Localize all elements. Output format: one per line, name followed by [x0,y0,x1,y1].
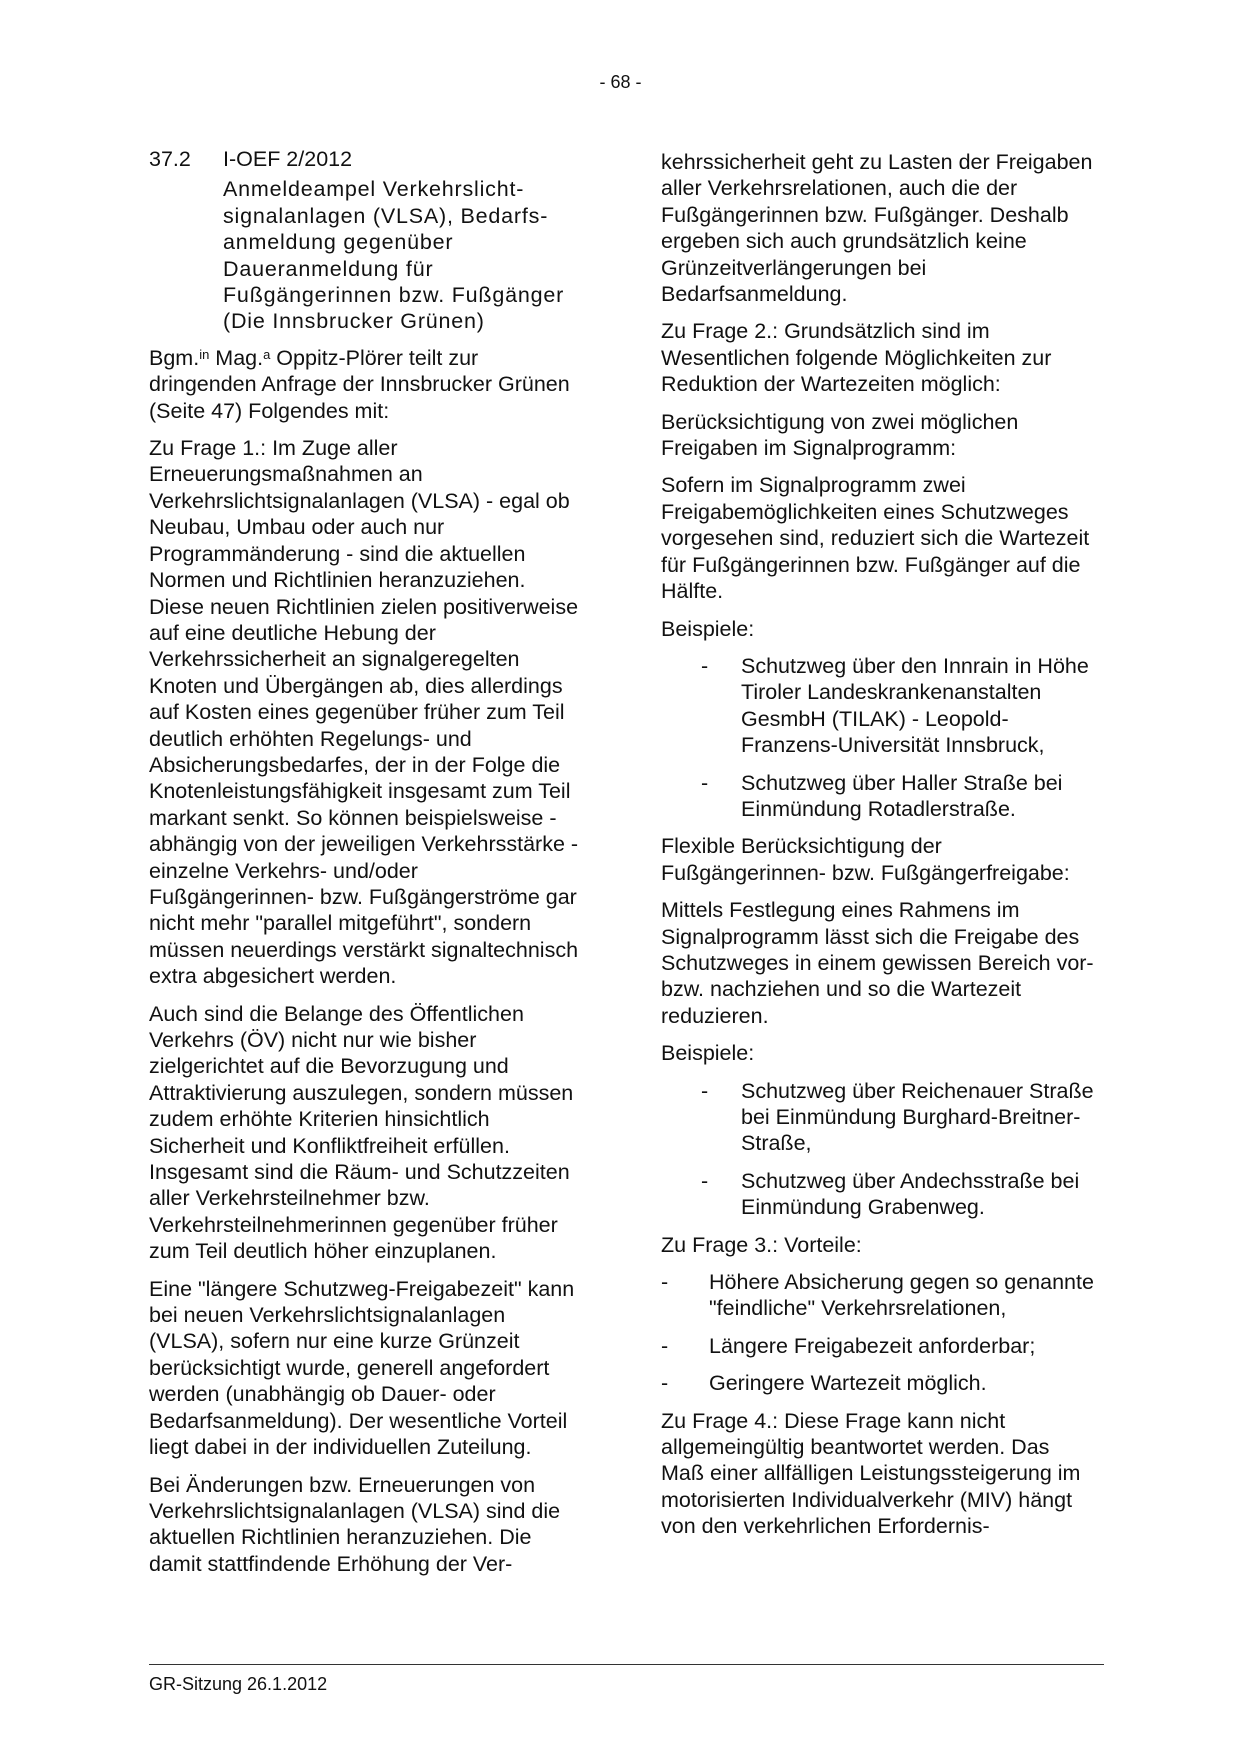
right-column [661,149,1095,1551]
list-item: - Höhere Absicherung gegen so genannte "feindliche" Verkehrsrelationen, [661,1270,1094,1321]
item-code: I-OEF 2/2012 [223,147,353,171]
examples-label: Beispiele: [661,616,755,641]
answer-1-paragraph: Zu Frage 1.: Im Zuge aller Erneuerungsmaßnahmen an Verkehrslichtsignalanlagen (VLSA) - egal ob Neubau, Umbau oder auch nur Programmänderung - sind die aktuellen Normen und Richtlinien heranzuziehen. Diese neuen Richtlinien zielen positiverweise auf eine deutliche Hebung der Verkehrssicherheit an signalgeregelten Knoten und Übergängen ab, dies allerdings auf Kosten eines gegenüber früher zum Teil deutlich erhöhten Regelungs- und Absicherungsbedarfes, der in der Folge die Knotenleistungsfähigkeit insgesamt zum Teil markant senkt. So können beispielsweise - abhängig von der jeweiligen Verkehrsstärke - einzelne Verkehrs- und/oder Fußgängerinnen- bzw. Fußgängerströme gar nicht mehr "parallel mitgeführt", sondern müssen neuerdings verstärkt signaltechnisch extra abgesichert werden. [149,436,579,989]
item-number: 37.2 [149,147,191,171]
schutzweg-paragraph: Eine "längere Schutzweg-Freigabezeit" kann bei neuen Verkehrslichtsignalanlagen (VLSA), sofern nur eine kurze Grünzeit berücksichtigt wurde, generell angefordert werden (unabhängig ob Dauer- oder Bedarfsanmeldung). Der wesentliche Vorteil liegt dabei in der individuellen Zuteilung. [149,1276,575,1460]
list-item: - Schutzweg über Andechsstraße bei Einmündung Grabenweg. [701,1168,1080,1220]
option-1-heading: Berücksichtigung von zwei möglichen Freigaben im Signalprogramm: [661,409,1019,461]
answer-3-paragraph: Zu Frage 3.: Vorteile: [661,1232,862,1257]
list-item: - Längere Freigabezeit anforderbar; [661,1333,1036,1358]
left-column [149,146,583,1588]
footer-session: GR-Sitzung 26.1.2012 [149,1674,328,1694]
answer-2-paragraph: Zu Frage 2.: Grundsätzlich sind im Wesentlichen folgende Möglichkeiten zur Reduktion der Wartezeiten möglich: [661,319,1052,397]
item-heading [149,146,583,172]
list-item: - Schutzweg über Haller Straße bei Einmündung Rotadlerstraße. [701,770,1063,821]
option-2-paragraph: Mittels Festlegung eines Rahmens im Signalprogramm lässt sich die Freigabe des Schutzweges in einem gewissen Bereich vor- bzw. nachziehen und so die Wartezeit reduzieren. [661,898,1094,1028]
page-number: - 68 - [599,72,642,92]
option-2-heading: Flexible Berücksichtigung der Fußgängerinnen- bzw. Fußgängerfreigabe: [661,834,1070,885]
list-item: - Geringere Wartezeit möglich. [661,1371,987,1396]
aenderungen-paragraph: Bei Änderungen bzw. Erneuerungen von Verkehrslichtsignalanlagen (VLSA) sind die aktuellen Richtlinien heranzuziehen. Die damit stattfindende Erhöhung der Ver- [149,1472,561,1576]
footer-divider [149,1664,1104,1665]
option-1-paragraph: Sofern im Signalprogramm zwei Freigabemöglichkeiten eines Schutzweges vorgesehen sind, reduziert sich die Wartezeit für Fußgängerinnen bzw. Fußgänger auf die Hälfte. [661,473,1090,604]
intro-paragraph: Bgm.$^{in}$ Mag.$^a$ Oppitz-Plörer teilt zur dringenden Anfrage der Innsbrucker Grünen (Seite 47) Folgendes mit: [149,345,570,423]
item-title: Anmeldeampel Verkehrslicht-signalanlagen (VLSA), Bedarfs-anmeldung gegenüber Daueranmeldung für Fußgängerinnen bzw. Fußgänger (Die Innsbrucker Grünen) [223,177,565,334]
list-item: - Schutzweg über den Innrain in Höhe Tiroler Landeskrankenanstalten GesmbH (TILAK) - Leopold-Franzens-Universität Innsbruck, [701,653,1089,758]
list-item: - Schutzweg über Reichenauer Straße bei Einmündung Burghard-Breitner-Straße, [701,1078,1094,1156]
oev-paragraph: Auch sind die Belange des Öffentlichen Verkehrs (ÖV) nicht nur wie bisher zielgerichtet auf die Bevorzugung und Attraktivierung auszulegen, sondern müssen zudem erhöhte Kriterien hinsichtlich Sicherheit und Konfliktfreiheit erfüllen. Insgesamt sind die Räum- und Schutzzeiten aller Verkehrsteilnehmer bzw. Verkehrsteilnehmerinnen gegenüber früher zum Teil deutlich höher einzuplanen. [149,1001,574,1264]
answer-4-paragraph: Zu Frage 4.: Diese Frage kann nicht allgemeingültig beantwortet werden. Das Maß einer allfälligen Leistungssteigerung im motorisierten Individualverkehr (MIV) hängt von den verkehrlichen Erfordernis- [661,1408,1081,1539]
examples-label: Beispiele: [661,1041,755,1066]
continuation-paragraph: kehrssicherheit geht zu Lasten der Freigaben aller Verkehrsrelationen, auch die der Fußgängerinnen bzw. Fußgänger. Deshalb ergeben sich auch grundsätzlich keine Grünzeitverlängerungen bei Bedarfsanmeldung. [661,150,1093,307]
